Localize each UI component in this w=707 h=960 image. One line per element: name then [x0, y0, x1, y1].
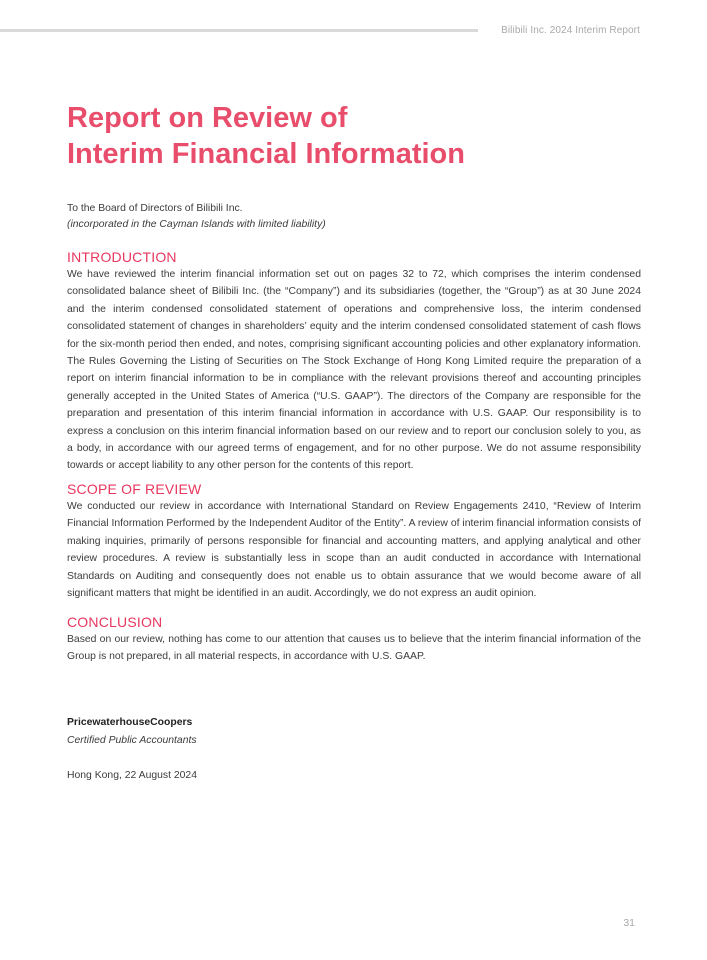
- auditor-firm-name: PricewaterhouseCoopers: [67, 717, 193, 728]
- introduction-section: [67, 249, 641, 475]
- incorporation-note: (incorporated in the Cayman Islands with limited liability): [67, 219, 326, 230]
- header-rule: [0, 29, 478, 32]
- conclusion-body: Based on our review, nothing has come to our attention that causes us to believe that the interim financial information of the Group is not prepared, in all material respects, in accordance with U.S. GAAP.: [67, 634, 641, 663]
- place-and-date: Hong Kong, 22 August 2024: [67, 770, 197, 781]
- auditor-role: Certified Public Accountants: [67, 735, 197, 746]
- scope-body: We conducted our review in accordance with International Standard on Review Engagements 2410, “Review of Interim Financial Information Performed by the Independent Auditor of the Entity”. A review of interim financial information consists of making inquiries, primarily of persons responsible for financial and accounting matters, and applying analytical and other review procedures. A review is substantially less in scope than an audit conducted in accordance with International Standards on Auditing and consequently does not enable us to obtain assurance that we would become aware of all significant matters that might be identified in an audit. Accordingly, we do not express an audit opinion.: [67, 501, 641, 600]
- conclusion-heading: CONCLUSION: [67, 614, 163, 630]
- page-title-line-2: Interim Financial Information: [67, 138, 465, 170]
- introduction-body: We have reviewed the interim financial information set out on pages 32 to 72, which comprises the interim condensed consolidated balance sheet of Bilibili Inc. (the “Company”) and its subsidiaries (together, the “Group”) as at 30 June 2024 and the interim condensed consolidated statement of operations and comprehensive loss, the interim condensed consolidated statement of changes in shareholders’ equity and the interim condensed consolidated statement of cash flows for the six-month period then ended, and notes, comprising significant accounting policies and other explanatory information. The Rules Governing the Listing of Securities on The Stock Exchange of Hong Kong Limited require the preparation of a report on interim financial information to be in compliance with the relevant provisions thereof and accounting principles generally accepted in the United States of America (“U.S. GAAP”). The directors of the Company are responsible for the preparation and presentation of this interim financial information in accordance with U.S. GAAP. Our responsibility is to express a conclusion on this interim financial information based on our review and to report our conclusion solely to you, as a body, in accordance with our agreed terms of engagement, and for no other purpose. We do not assume responsibility towards or accept liability to any other person for the contents of this report.: [67, 269, 641, 472]
- introduction-heading: INTRODUCTION: [67, 249, 177, 265]
- addressee-line: To the Board of Directors of Bilibili Inc.: [67, 203, 243, 214]
- addressee-block: [67, 201, 641, 233]
- scope-section: [67, 481, 641, 602]
- scope-heading: SCOPE OF REVIEW: [67, 481, 202, 497]
- page-title-line-1: Report on Review of: [67, 102, 348, 134]
- conclusion-section: [67, 614, 641, 666]
- page-number: 31: [623, 917, 635, 929]
- page-title: [67, 100, 465, 172]
- signoff-block: [67, 714, 197, 785]
- running-header: Bilibili Inc. 2024 Interim Report: [501, 25, 640, 36]
